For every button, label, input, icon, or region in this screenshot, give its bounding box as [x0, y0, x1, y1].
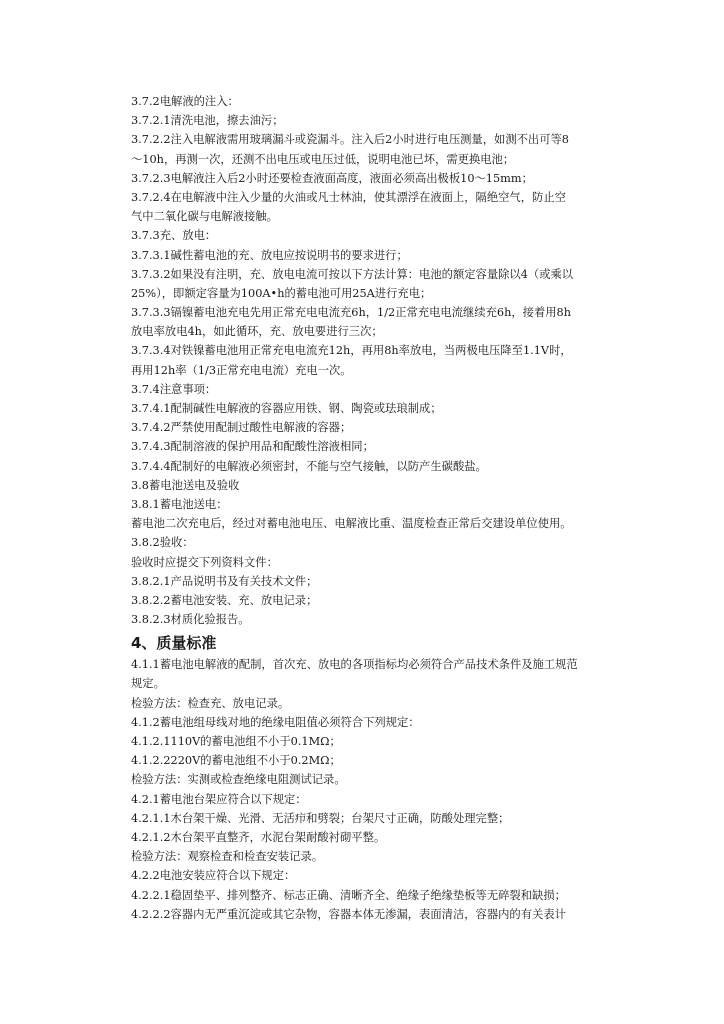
text-line: 放电率放电4h，如此循环，充、放电要进行三次； [131, 325, 383, 339]
text-line: 4.2.1.2木台架平直整齐，水泥台架耐酸衬砌平整。 [131, 830, 386, 844]
text-line: 3.7.2.3电解液注入后2小时还要检查液面高度，液面必须高出极板10～15mm； [131, 171, 533, 185]
text-line: 检验方法：检查充、放电记录。 [131, 696, 290, 710]
text-line: 3.7.2电解液的注入： [131, 95, 239, 108]
text-line: 3.7.4.4配制好的电解液必须密封，不能与空气接触，以防产生碳酸盐。 [131, 459, 487, 473]
text-line: 4.1.1蓄电池电解液的配制，首次充、放电的各项指标均必须符合产品技术条件及施工规范 [131, 658, 578, 672]
text-line: 3.7.4.2严禁使用配制过酸性电解液的容器； [131, 421, 352, 435]
text-line: 4.1.2蓄电池组母线对地的绝缘电阻值必须符合下列规定： [131, 715, 420, 729]
text-line: 3.8.2.2蓄电池安装、充、放电记录； [131, 593, 318, 607]
text-line: 3.7.3.3镉镍蓄电池充电先用正常充电电流充6h，1/2正常充电电流继续充6h，接着用8h [131, 306, 572, 320]
text-line: 3.7.3.4对铁镍蓄电池用正常充电电流充12h，再用8h率放电，当两极电压降至1.1V时， [131, 344, 572, 358]
text-line: 4.2.2.1稳固垫平、排列整齐、标志正确、清晰齐全、绝缘子绝缘垫板等无碎裂和缺损； [131, 888, 566, 902]
text-line: 3.7.4.3配制溶液的保护用品和配酸性溶液相同； [131, 440, 374, 454]
text-line: ～10h，再测一次，还测不出电压或电压过低，说明电池已坏，需更换电池； [131, 152, 515, 166]
text-line: 3.7.4注意事项： [131, 382, 217, 396]
text-line: 再用12h率（1/3正常充电电流）充电一次。 [131, 363, 352, 377]
text-line: 3.7.3.1碱性蓄电池的充、放电应按说明书的要求进行； [131, 248, 408, 262]
text-line: 3.7.3.2如果没有注明，充、放电电流可按以下方法计算：电池的额定容量除以4（或乘以 [131, 267, 574, 281]
section-heading: 4、质量标准 [131, 634, 217, 653]
document-body [131, 92, 651, 924]
text-line: 4.1.2.2220V的蓄电池组不小于0.2MΩ； [131, 754, 341, 768]
text-line: 3.7.4.1配制碱性电解液的容器应用铁、钢、陶瓷或珐琅制成； [131, 402, 442, 415]
text-line: 25%），即额定容量为100A•h的蓄电池可用25A进行充电； [131, 286, 432, 300]
text-line: 4.1.2.1110V的蓄电池组不小于0.1MΩ； [131, 735, 341, 748]
text-line: 4.2.1蓄电池台架应符合以下规定： [131, 792, 307, 806]
text-line: 3.7.3充、放电： [131, 229, 217, 243]
text-line: 3.8.1蓄电池送电： [131, 497, 228, 511]
text-line: 检验方法：实测或检查绝缘电阻测试记录。 [131, 773, 346, 787]
text-line: 验收时应提交下列资料文件： [131, 555, 278, 569]
text-line: 检验方法：观察检查和检查安装记录。 [131, 850, 324, 864]
text-line: 3.8.2.1产品说明书及有关技术文件； [131, 574, 318, 588]
text-line: 3.7.2.2注入电解液需用玻璃漏斗或瓷漏斗。注入后2小时进行电压测量，如测不出可等8 [131, 133, 569, 147]
text-line: 3.8蓄电池送电及验收 [131, 478, 240, 492]
text-line: 3.7.2.4在电解液中注入少量的火油或凡士林油，使其漂浮在液面上，隔绝空气，防止空 [131, 190, 566, 204]
text-line: 3.8.2.3材质化验报告。 [131, 613, 250, 627]
text-line: 气中二氧化碳与电解液接触。 [131, 210, 278, 224]
text-line: 4.2.2.2容器内无严重沉淀或其它杂物，容器本体无渗漏，表面清洁，容器内的有关表计 [131, 907, 566, 921]
text-line: 3.8.2验收： [131, 536, 194, 550]
text-line: 4.2.2电池安装应符合以下规定： [131, 869, 296, 883]
text-line: 4.2.1.1木台架干燥、光滑、无活疖和劈裂；台架尺寸正确，防酸处理完整； [131, 811, 510, 825]
text-line: 规定。 [131, 677, 165, 691]
text-line: 蓄电池二次充电后，经过对蓄电池电压、电解液比重、温度检查正常后交建设单位使用。 [131, 517, 572, 531]
text-line: 3.7.2.1清洗电池，擦去油污； [131, 114, 284, 128]
